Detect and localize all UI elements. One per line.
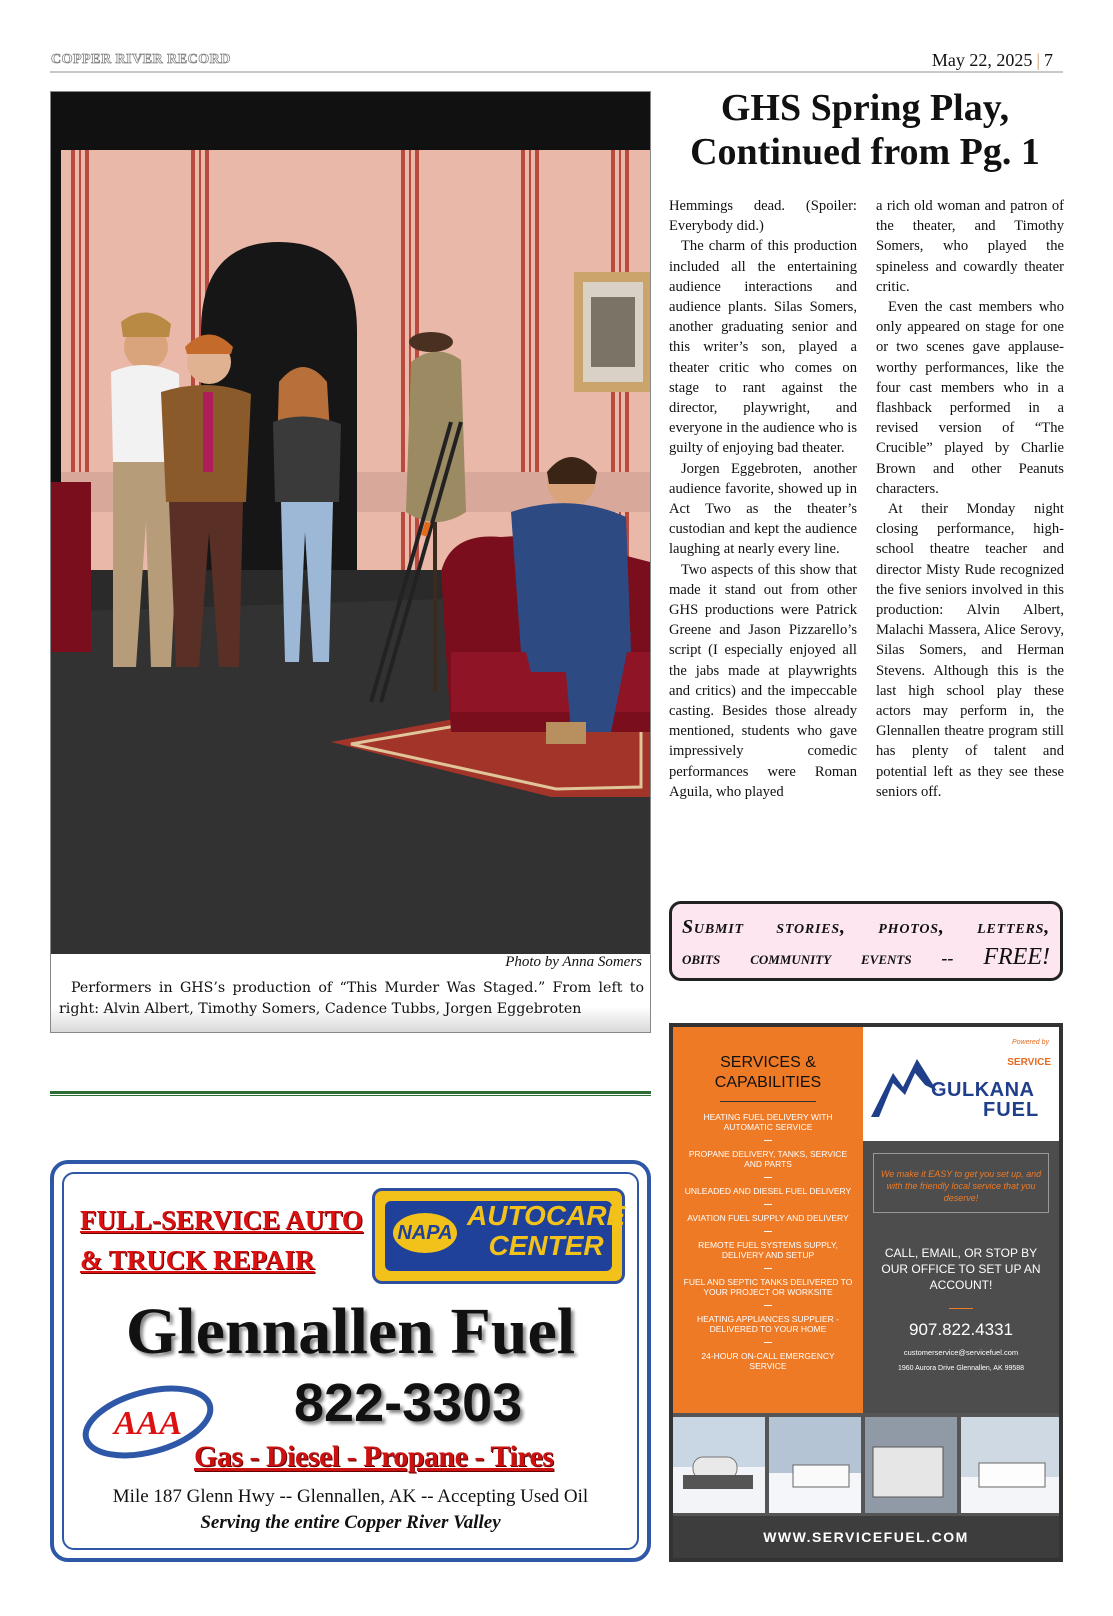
easy-tagline: We make it EASY to get you set up, and with the friendly local service that you deserve! [873, 1153, 1049, 1213]
submit-free: FREE! [983, 944, 1050, 970]
service-separator [764, 1140, 772, 1141]
article-paragraph: Jorgen Eggebroten, another audience favorite, showed up in Act Two as the theater’s custodian and kept the audience laughing at nearly every line. [669, 460, 857, 558]
submit-line-2-text: obits community events -- [682, 948, 954, 968]
service-separator [764, 1342, 772, 1343]
article-column-1 [669, 196, 857, 802]
section-divider [50, 1091, 651, 1096]
gulkana-phone: 907.822.4331 [909, 1320, 1013, 1339]
services-panel [673, 1027, 863, 1413]
page-number: 7 [1044, 50, 1053, 70]
service-separator [764, 1177, 772, 1178]
stage-photo-image [51, 92, 650, 954]
service-separator [764, 1204, 772, 1205]
service-separator [764, 1305, 772, 1306]
ad-repair-line-1: FULL-SERVICE AUTO [80, 1205, 363, 1235]
mountain-icon [869, 1051, 939, 1121]
ad-products: Gas - Diesel - Propane - Tires [194, 1440, 554, 1473]
gulkana-logo [863, 1027, 1059, 1141]
submit-line-2 [682, 942, 1050, 973]
contact-separator [949, 1308, 973, 1309]
autocare-wordmark [467, 1201, 625, 1261]
service-item: HEATING APPLIANCES SUPPLIER - DELIVERED TO YOUR HOME [696, 1314, 840, 1334]
submit-line-1: Submit stories, photos, letters, [682, 916, 1050, 938]
service-brand: SERVICE [1007, 1057, 1051, 1068]
masthead: COPPER RIVER RECORD [51, 52, 231, 67]
ad-business-name: Glennallen Fuel [125, 1295, 576, 1368]
article-paragraph: At their Monday night closing performance, high-school theatre teacher and director Misty Rude recognized the five seniors involved in this production: Alvin Albert, Malachi Massera, Alice Serovy, Silas Somers, and Herman Stevens. Although this is the last high school play these actors may perform in, the Glennallen theatre program still has plenty of talent and potential left as they see these seniors off. [876, 501, 1064, 800]
article-paragraph: Even the cast members who only appeared on stage for one or two scenes gave applause-worthy performances, like the four cast members who in a flashback performed in a revised version of “The Crucible” played by Charlie Brown and other Peanuts characters. [876, 299, 1064, 497]
article-headline [660, 86, 1070, 174]
call-to-action: CALL, EMAIL, OR STOP BY OUR OFFICE TO SET UP AN ACCOUNT! [881, 1246, 1041, 1292]
article-paragraph: The charm of this production included all the entertaining audience interactions and audience plants. Silas Somers, another graduating senior and this writer’s son, played a theater critic who comes on stage to rant against the director, playwright, and everyone in the audience who is guilty of enjoying bad theater. [669, 238, 857, 457]
ad-phone: 822-3303 [294, 1373, 523, 1433]
dateline-divider: | [1036, 50, 1040, 70]
dateline [932, 50, 1053, 71]
napa-autocare-logo [372, 1188, 625, 1284]
issue-date: May 22, 2025 [931, 50, 1033, 70]
article-paragraph: Two aspects of this show that made it stand out from other GHS productions were Patrick Greene and Jason Pizzarello’s script (I especially enjoyed all the jabs made at playwrights and critics) and the impeccable casting. Besides those already mentioned, students who gave impressively comedic performances were Roman Aguila, who played [669, 561, 857, 800]
article-paragraph: a rich old woman and patron of the theater, and Timothy Somers, who played the spineless and cowardly theater critic. [876, 198, 1064, 295]
service-item: 24-HOUR ON-CALL EMERGENCY SERVICE [701, 1351, 835, 1371]
submit-notice [669, 901, 1063, 981]
service-item: UNLEADED AND DIESEL FUEL DELIVERY [684, 1186, 852, 1196]
service-item: AVIATION FUEL SUPPLY AND DELIVERY [687, 1213, 849, 1223]
fuel-name: FUEL [983, 1099, 1040, 1121]
photo-caption: Performers in GHS’s production of “This Murder Was Staged.” From left to right: Alvin Albert, Timothy Somers, Cadence Tubbs, Jorgen Eggebroten [51, 974, 650, 1033]
service-item: REMOTE FUEL SYSTEMS SUPPLY, DELIVERY AND SETUP [698, 1240, 838, 1260]
header-rule [50, 71, 1063, 73]
photo-credit: Photo by Anna Somers [505, 954, 642, 970]
truck-photos [673, 1417, 1059, 1513]
services-title-rule [720, 1101, 816, 1102]
gulkana-email: customerservice@servicefuel.com [903, 1348, 1019, 1357]
contact-panel [863, 1027, 1059, 1413]
stage-photo [50, 91, 651, 1033]
services-title: SERVICES & CAPABILITIES [714, 1054, 822, 1091]
service-separator [764, 1268, 772, 1269]
headline-line-2: Continued from Pg. 1 [690, 131, 1040, 173]
glennallen-fuel-ad [50, 1160, 651, 1562]
service-item: FUEL AND SEPTIC TANKS DELIVERED TO YOUR PROJECT OR WORKSITE [683, 1277, 853, 1297]
service-separator [764, 1231, 772, 1232]
aaa-logo-text: AAA [113, 1405, 183, 1442]
gulkana-fuel-ad [669, 1023, 1063, 1562]
autocare-line-1: AUTOCARE [467, 1200, 626, 1231]
article-paragraph: Hemmings dead. (Spoiler: Everybody did.) [669, 198, 857, 235]
service-item: HEATING FUEL DELIVERY WITH AUTOMATIC SERVICE [703, 1112, 833, 1132]
service-item: PROPANE DELIVERY, TANKS, SERVICE AND PARTS [688, 1149, 848, 1169]
article-column-2 [876, 196, 1064, 802]
headline-line-1: GHS Spring Play, [720, 87, 1010, 129]
website-link[interactable]: WWW.SERVICEFUEL.COM [673, 1516, 1059, 1558]
ad-address: Mile 187 Glenn Hwy -- Glennallen, AK -- Accepting Used Oil [112, 1486, 589, 1507]
powered-by-label: Powered by [1012, 1039, 1049, 1046]
autocare-line-2: CENTER [488, 1230, 604, 1261]
ad-repair-line-2: & TRUCK REPAIR [80, 1245, 315, 1275]
gulkana-name: GULKANA [931, 1079, 1035, 1101]
ad-repair-heading [80, 1200, 363, 1280]
gulkana-address: 1960 Aurora Drive Glennallen, AK 99588 [897, 1365, 1025, 1372]
ad-serving: Serving the entire Copper River Valley [200, 1512, 501, 1533]
napa-logo-oval: NAPA [393, 1213, 457, 1253]
